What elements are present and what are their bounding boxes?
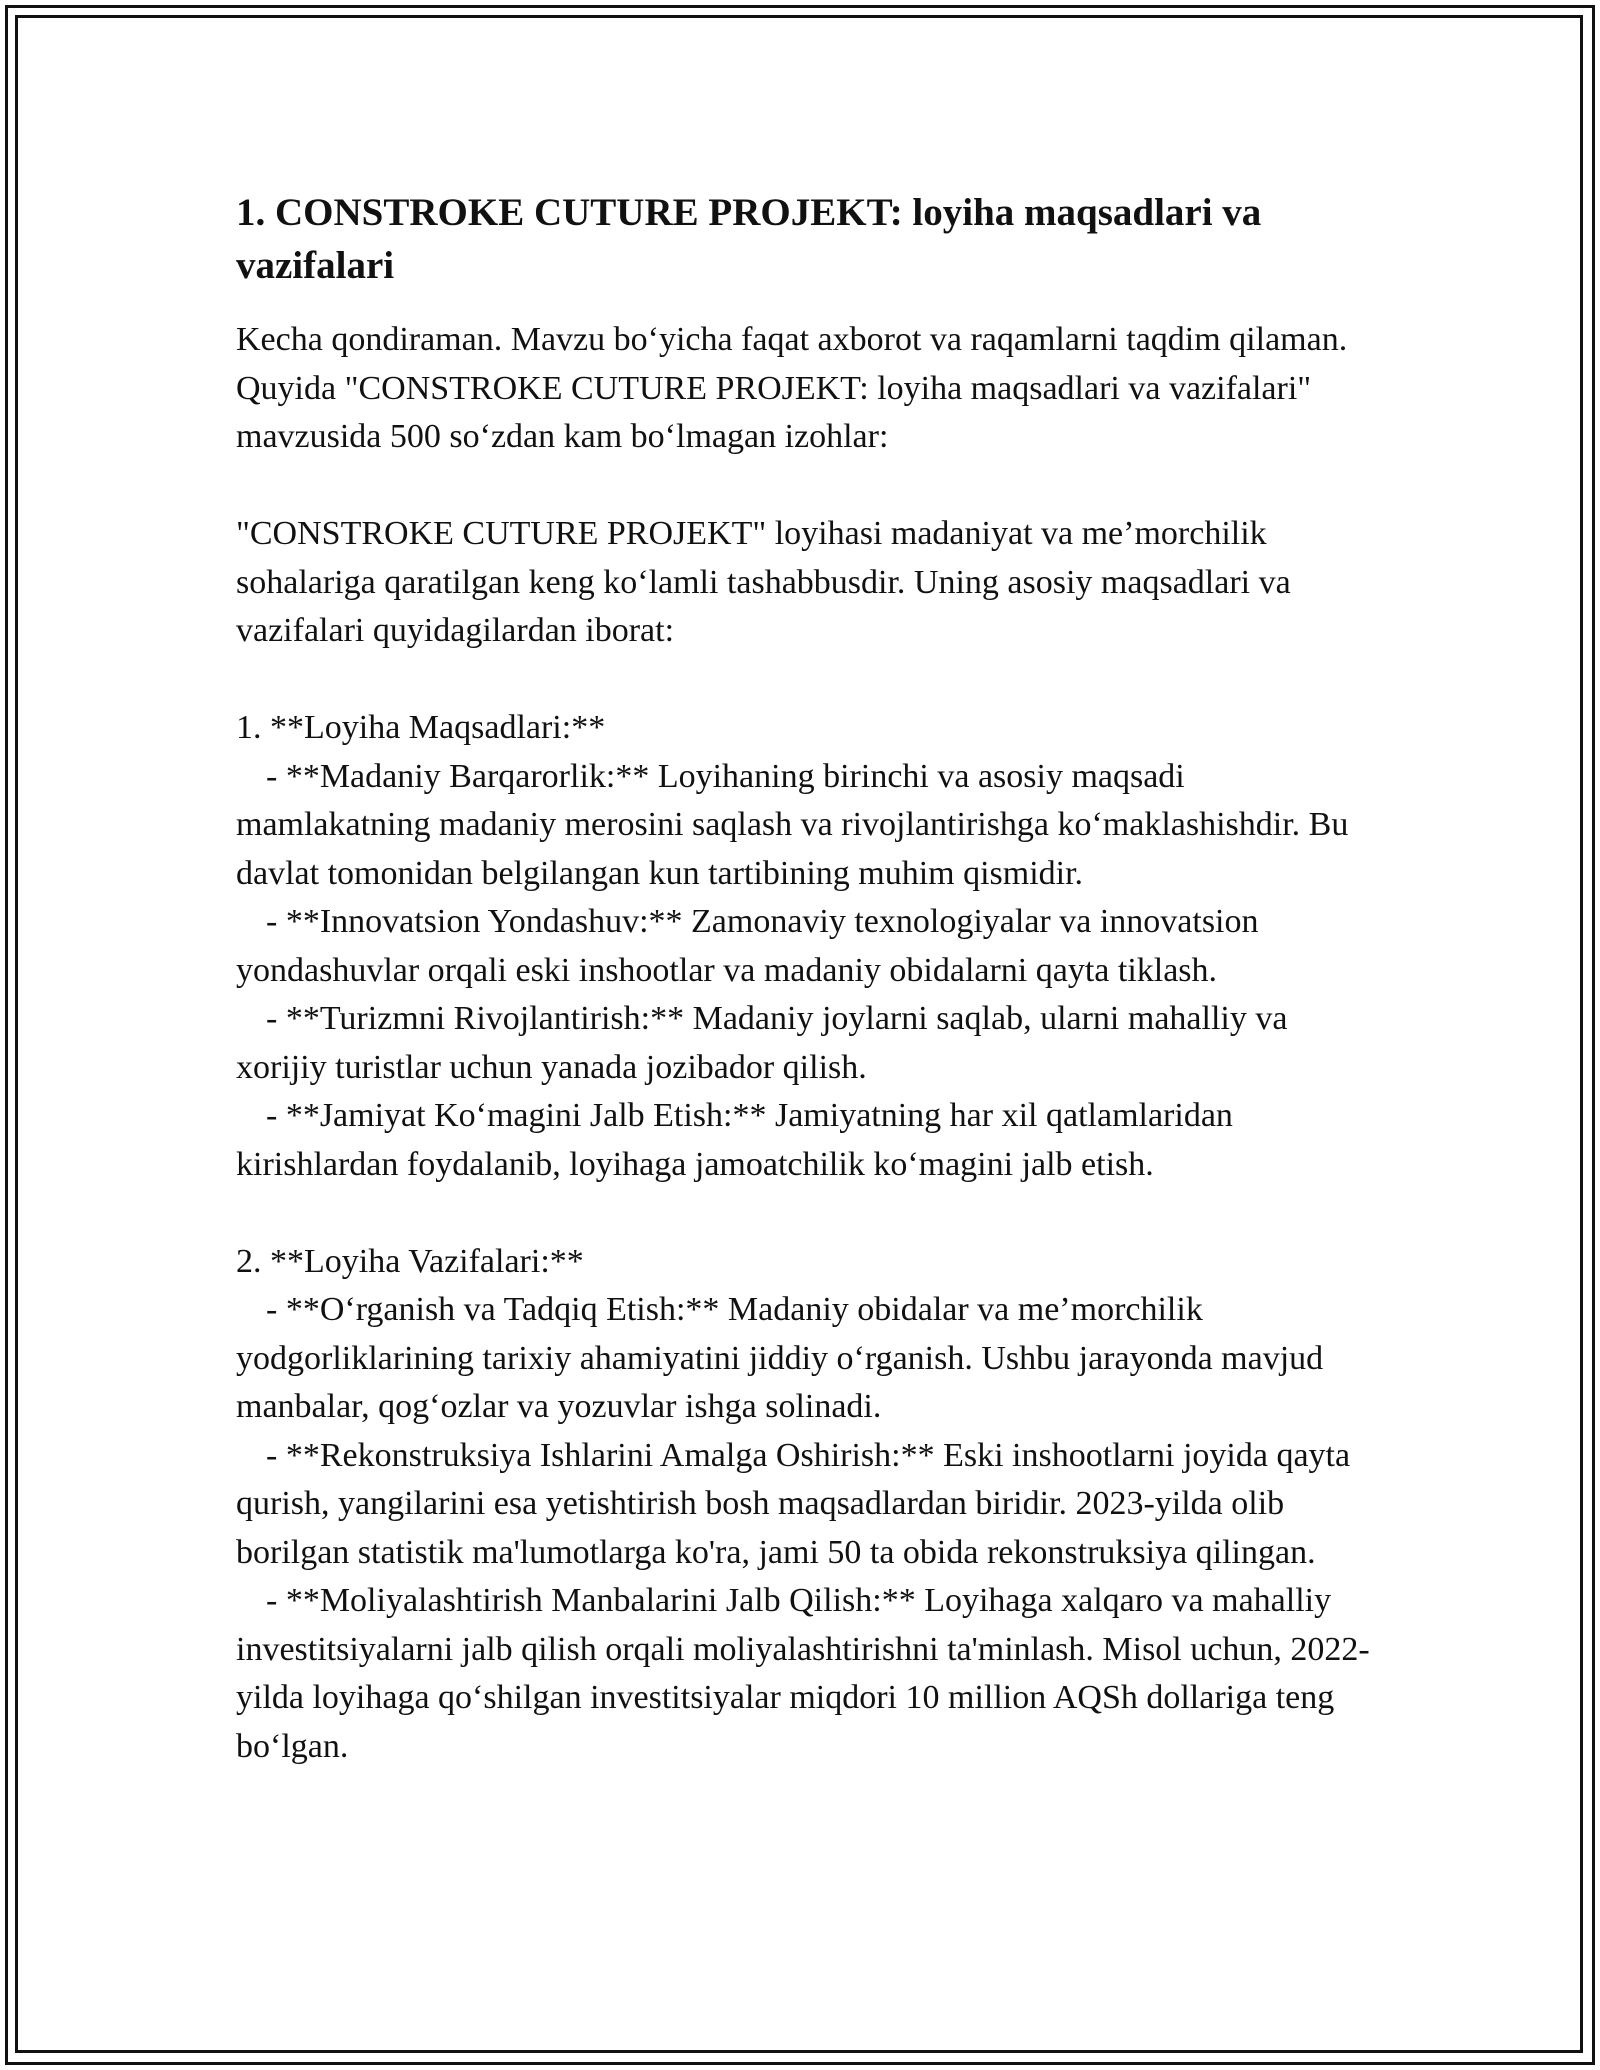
section-heading: 1. **Loyiha Maqsadlari:** <box>236 709 606 746</box>
list-item: - **O‘rganish va Tadqiq Etish:** Madaniy obidalar va me’morchilik yodgorliklarining tarixiy ahamiyatini jiddiy o‘rganish. Ushbu jarayonda mavjud manbalar, qog‘ozlar va yozuvlar ishga solinadi. <box>236 1291 1324 1425</box>
paragraph-gap <box>236 656 1376 705</box>
list-item: - **Turizmni Rivojlantirish:** Madaniy joylarni saqlab, ularni mahalliy va xorijiy turistlar uchun yanada jozibador qilish. <box>236 1000 1288 1086</box>
list-item: - **Moliyalashtirish Manbalarini Jalb Qilish:** Loyihaga xalqaro va mahalliy investitsiyalarni jalb qilish orqali moliyalashtirishni ta'minlash. Misol uchun, 2022-yilda loyihaga qo‘shilgan investitsiyalar miqdori 10 million AQSh dollariga teng bo‘lgan. <box>236 1582 1370 1765</box>
list-item: - **Innovatsion Yondashuv:** Zamonaviy texnologiyalar va innovatsion yondashuvlar orqali eski inshootlar va madaniy obidalarni qayta tiklash. <box>236 903 1259 989</box>
list-item: - **Rekonstruksiya Ishlarini Amalga Oshirish:** Eski inshootlarni joyida qayta qurish, yangilarini esa yetishtirish bosh maqsadlardan biridir. 2023-yilda olib borilgan statistik ma'lumotlarga ko'ra, jami 50 ta obida rekonstruksiya qilingan. <box>236 1436 1351 1571</box>
section-goals <box>236 704 1376 1189</box>
paragraph-gap <box>236 462 1376 511</box>
list-item: - **Madaniy Barqarorlik:** Loyihaning birinchi va asosiy maqsadi mamlakatning madaniy merosini saqlash va rivojlantirishga ko‘maklashishdir. Bu davlat tomonidan belgilangan kun tartibining muhim qismidir. <box>236 757 1349 892</box>
document-title: 1. CONSTROKE CUTURE PROJEKT: loyiha maqsadlari va vazifalari <box>236 191 1262 287</box>
section-heading: 2. **Loyiha Vazifalari:** <box>236 1242 584 1280</box>
overview-paragraph: "CONSTROKE CUTURE PROJEKT" loyihasi madaniyat va me’morchilik sohalariga qaratilgan keng ko‘lamli tashabbusdir. Uning asosiy maqsadlari va vazifalari quyidagilardan iborat: <box>236 515 1291 649</box>
document-body <box>236 186 1376 1771</box>
paragraph-gap <box>236 1189 1376 1238</box>
intro-paragraph: Kecha qondiraman. Mavzu bo‘yicha faqat axborot va raqamlarni taqdim qilaman. Quyida "CONSTROKE CUTURE PROJEKT: loyiha maqsadlari va vazifalari" mavzusida 500 so‘zdan kam bo‘lmagan izohlar: <box>236 321 1348 455</box>
section-tasks <box>236 1238 1376 1772</box>
list-item: - **Jamiyat Ko‘magini Jalb Etish:** Jamiyatning har xil qatlamlaridan kirishlardan foydalanib, loyihaga jamoatchilik ko‘magini jalb etish. <box>236 1097 1233 1183</box>
